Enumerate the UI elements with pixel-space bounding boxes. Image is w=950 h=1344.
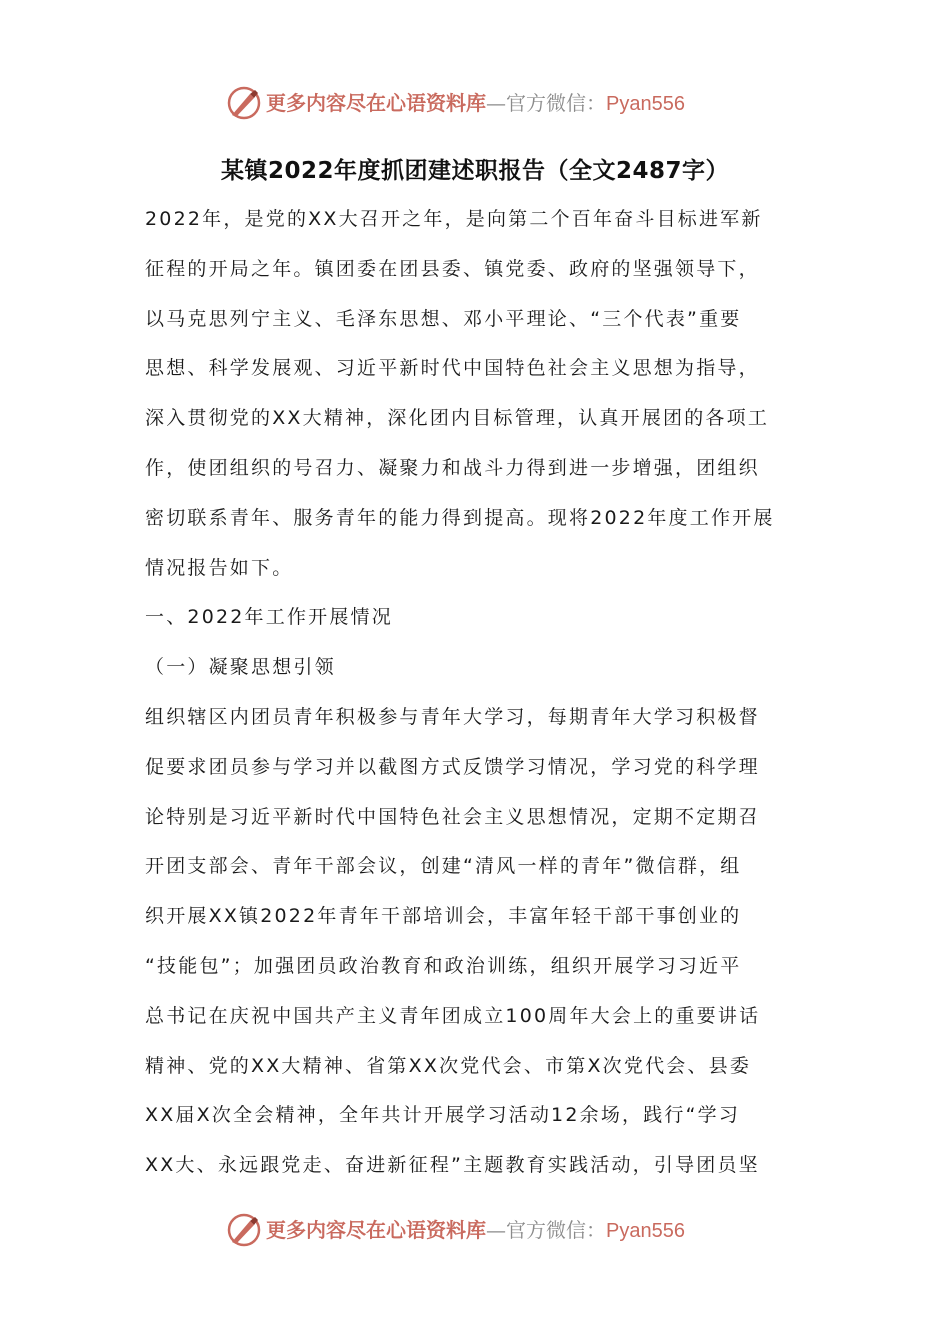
- text-line: 组织辖区内团员青年积极参与青年大学习，每期青年大学习积极督: [145, 705, 760, 728]
- banner-wechat-id: Pyan556: [606, 1220, 685, 1242]
- banner-text: [266, 1216, 685, 1244]
- text-line: 开团支部会、青年干部会议，创建“清风一样的青年”微信群，组: [145, 855, 742, 878]
- text-line: 促要求团员参与学习并以截图方式反馈学习情况，学习党的科学理: [145, 755, 760, 778]
- text-line: 2022年，是党的XX大召开之年，是向第二个百年奋斗目标进军新: [145, 208, 763, 230]
- pen-nib-logo-icon: [226, 85, 262, 121]
- text-line: 以马克思列宁主义、毛泽东思想、邓小平理论、“三个代表”重要: [145, 307, 742, 330]
- text-line: 织开展XX镇2022年青年干部培训会，丰富年轻干部干事创业的: [145, 905, 742, 928]
- text-line: 情况报告如下。: [145, 556, 294, 579]
- text-line: XX大、永远跟党走、奋进新征程”主题教育实践活动，引导团员坚: [145, 1154, 760, 1177]
- text-line: 精神、党的XX大精神、省第XX次党代会、市第X次党代会、县委: [145, 1054, 752, 1077]
- text-line: 深入贯彻党的XX大精神，深化团内目标管理，认真开展团的各项工: [145, 407, 770, 430]
- header-banner: [0, 83, 950, 123]
- text-line: 思想、科学发展观、习近平新时代中国特色社会主义思想为指导，: [145, 357, 760, 380]
- text-line: 征程的开局之年。镇团委在团县委、镇党委、政府的坚强领导下，: [145, 257, 760, 280]
- banner-text: [266, 89, 685, 117]
- intro-paragraph: [145, 195, 807, 1191]
- text-line: 总书记在庆祝中国共产主义青年团成立100周年大会上的重要讲话: [145, 1004, 761, 1027]
- text-line: “技能包”；加强团员政治教育和政治训练，组织开展学习习近平: [145, 954, 742, 977]
- pen-nib-logo-icon: [226, 1212, 262, 1248]
- section-heading: 一、2022年工作开展情况: [145, 606, 393, 629]
- banner-wechat-id: Pyan556: [606, 93, 685, 115]
- banner-wechat-label: —官方微信：: [486, 1218, 606, 1242]
- text-line: 密切联系青年、服务青年的能力得到提高。现将2022年度工作开展: [145, 506, 775, 529]
- text-line: 论特别是习近平新时代中国特色社会主义思想情况，定期不定期召: [145, 805, 760, 828]
- banner-wechat-label: —官方微信：: [486, 91, 606, 115]
- banner-site-name: 更多内容尽在心语资料库: [266, 1218, 486, 1242]
- text-line: 作，使团组织的号召力、凝聚力和战斗力得到进一步增强，团组织: [145, 456, 760, 479]
- banner-site-name: 更多内容尽在心语资料库: [266, 91, 486, 115]
- document-title: 某镇2022年度抓团建述职报告（全文2487字）: [220, 158, 730, 184]
- footer-banner: [0, 1210, 950, 1250]
- text-line: XX届X次全会精神，全年共计开展学习活动12余场，践行“学习: [145, 1104, 741, 1127]
- subsection-heading: （一）凝聚思想引领: [145, 656, 336, 679]
